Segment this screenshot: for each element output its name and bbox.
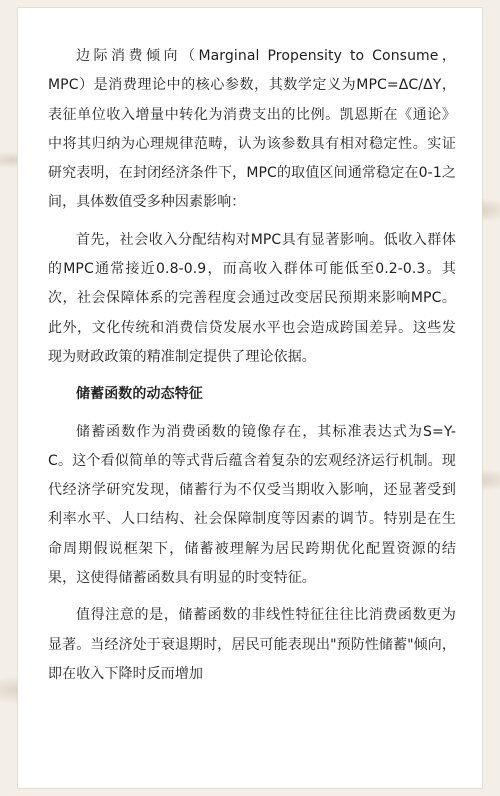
document-body bbox=[48, 42, 456, 697]
document-page bbox=[18, 8, 482, 788]
paragraph-mpc-definition: 边际消费倾向（Marginal Propensity to Consume，MPC）是消费理论中的核心参数，其数学定义为MPC=ΔC/ΔY，表征单位收入增量中转化为消费支出的比例。凯恩斯在《通论》中将其归纳为心理规律范畴，认为该参数具有相对稳定性。实证研究表明，在封闭经济条件下，MPC的取值区间通常稳定在0-1之间，具体数值受多种因素影响： bbox=[48, 48, 456, 211]
section-heading: 储蓄函数的动态特征 bbox=[76, 386, 203, 403]
paragraph-saving-nonlinear: 值得注意的是，储蓄函数的非线性特征往往比消费函数更为显著。当经济处于衰退期时，居民可能表现出"预防性储蓄"倾向，即在收入下降时反而增加 bbox=[48, 607, 456, 682]
paragraph-mpc-factors: 首先，社会收入分配结构对MPC具有显著影响。低收入群体的MPC通常接近0.8-0.9，而高收入群体可能低至0.2-0.3。其次，社会保障体系的完善程度会通过改变居民预期来影响MPC。此外，文化传统和消费信贷发展水平也会造成跨国差异。这些发现为财政政策的精准制定提供了理论依据。 bbox=[48, 231, 456, 365]
paragraph-saving-function: 储蓄函数作为消费函数的镜像存在，其标准表达式为S=Y-C。这个看似简单的等式背后蕴含着复杂的宏观经济运行机制。现代经济学研究发现，储蓄行为不仅受当期收入影响，还显著受到利率水平、人口结构、社会保障制度等因素的调节。特别是在生命周期假说框架下，储蓄被理解为居民跨期优化配置资源的结果，这使得储蓄函数具有明显的时变特征。 bbox=[48, 423, 456, 587]
